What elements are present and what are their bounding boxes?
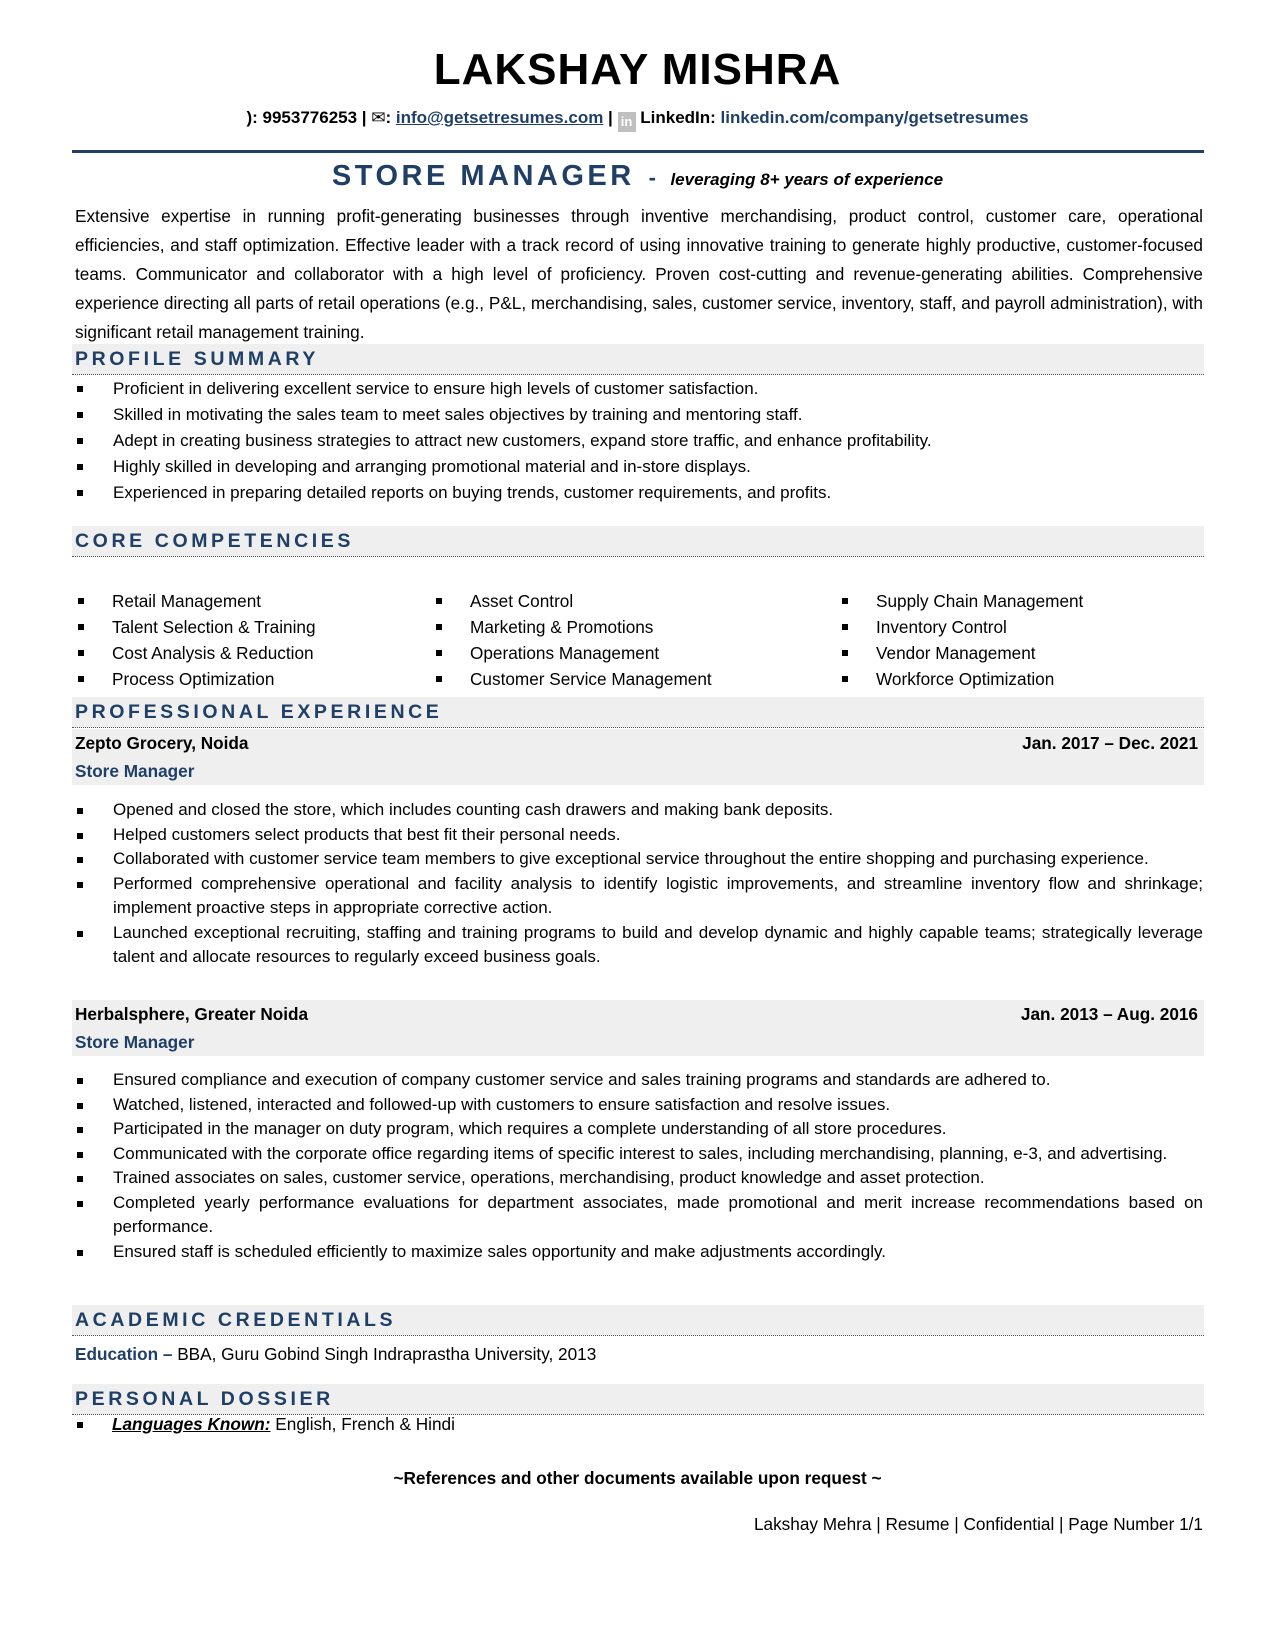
email-icon: ✉ (371, 108, 386, 127)
competency-column-2 (436, 588, 712, 692)
section-heading-academic: ACADEMIC CREDENTIALS (72, 1305, 1204, 1336)
title-dash: - (648, 165, 656, 190)
list-item: Ensured compliance and execution of company customer service and sales training programs and standards are adhered to. (75, 1068, 1203, 1093)
section-heading-experience: PROFESSIONAL EXPERIENCE (72, 697, 1204, 728)
job-title: STORE MANAGER (331, 160, 635, 192)
competency-item: Supply Chain Management (842, 588, 1083, 614)
job-2-duties (75, 1068, 1203, 1264)
education-label: Education – (75, 1344, 173, 1364)
job-role: Store Manager (75, 1032, 195, 1052)
candidate-name: LAKSHAY MISHRA (433, 45, 842, 94)
separator: | (357, 108, 372, 127)
linkedin-icon: in (618, 112, 636, 132)
competency-item: Operations Management (436, 640, 712, 666)
list-item: Ensured staff is scheduled efficiently to maximize sales opportunity and make adjustments accordingly. (75, 1240, 1203, 1265)
email-colon: : (385, 108, 396, 127)
competency-item: Inventory Control (842, 614, 1083, 640)
job-role: Store Manager (75, 761, 195, 781)
competency-column-3 (842, 588, 1083, 692)
linkedin-link[interactable]: linkedin.com/company/getsetresumes (720, 108, 1029, 127)
bullet (77, 1422, 83, 1428)
list-item: Proficient in delivering excellent service to ensure high levels of customer satisfaction. (75, 376, 1203, 402)
header-divider (72, 150, 1204, 153)
list-item: Communicated with the corporate office regarding items of specific interest to sales, including merchandising, planning, e-3, and advertising. (75, 1142, 1203, 1167)
competency-item: Cost Analysis & Reduction (78, 640, 316, 666)
company-name: Zepto Grocery, Noida (75, 733, 249, 753)
job-header-1 (72, 729, 1204, 785)
list-item: Participated in the manager on duty program, which requires a complete understanding of all store procedures. (75, 1117, 1203, 1142)
page-footer: Lakshay Mehra | Resume | Confidential | Page Number 1/1 (753, 1514, 1203, 1534)
section-heading-personal: PERSONAL DOSSIER (72, 1384, 1204, 1415)
email-link[interactable]: info@getsetresumes.com (395, 108, 604, 127)
competency-item: Asset Control (436, 588, 712, 614)
section-heading-profile: PROFILE SUMMARY (72, 344, 1204, 375)
references-note: ~References and other documents available upon request ~ (393, 1468, 882, 1488)
competency-item: Marketing & Promotions (436, 614, 712, 640)
list-item: Performed comprehensive operational and facility analysis to identify logistic improvements, and streamline inventory flow and shrinkage; implement proactive steps in appropriate corrective action. (75, 872, 1203, 921)
competency-item: Retail Management (78, 588, 316, 614)
separator: | (603, 108, 618, 127)
list-item: Helped customers select products that best fit their personal needs. (75, 823, 1203, 848)
list-item: Adept in creating business strategies to attract new customers, expand store traffic, and enhance profitability. (75, 428, 1203, 454)
job-title-row (0, 160, 1275, 193)
competency-item: Process Optimization (78, 666, 316, 692)
phone-number: 9953776253 (262, 108, 358, 127)
competency-item: Talent Selection & Training (78, 614, 316, 640)
education-line (75, 1344, 596, 1365)
job-dates: Jan. 2017 – Dec. 2021 (1022, 733, 1198, 753)
list-item: Highly skilled in developing and arranging promotional material and in-store displays. (75, 454, 1203, 480)
list-item: Skilled in motivating the sales team to meet sales objectives by training and mentoring staff. (75, 402, 1203, 428)
list-item: Collaborated with customer service team members to give exceptional service throughout the entire shopping and purchasing experience. (75, 847, 1203, 872)
competency-column-1 (78, 588, 316, 692)
list-item: Opened and closed the store, which includes counting cash drawers and making bank deposits. (75, 798, 1203, 823)
languages-line (75, 1414, 455, 1435)
languages-value: English, French & Hindi (270, 1414, 455, 1434)
list-item: Watched, listened, interacted and followed-up with customers to ensure satisfaction and resolve issues. (75, 1093, 1203, 1118)
languages-label: Languages Known: (112, 1414, 271, 1434)
company-name: Herbalsphere, Greater Noida (75, 1004, 309, 1024)
list-item: Experienced in preparing detailed reports on buying trends, customer requirements, and profits. (75, 480, 1203, 506)
list-item: Launched exceptional recruiting, staffing and training programs to build and develop dynamic and highly capable teams; strategically leverage talent and allocate resources to regularly exceed business goals. (75, 921, 1203, 970)
competency-item: Workforce Optimization (842, 666, 1083, 692)
job-dates: Jan. 2013 – Aug. 2016 (1020, 1004, 1198, 1024)
job-header-2 (72, 1000, 1204, 1056)
list-item: Trained associates on sales, customer service, operations, merchandising, product knowledge and asset protection. (75, 1166, 1203, 1191)
summary-paragraph: Extensive expertise in running profit-generating businesses through inventive merchandising, product control, customer care, operational efficiencies, and staff optimization. Effective leader with a track record of using innovative training to generate highly productive, customer-focused teams. Communicator and collaborator with a high level of proficiency. Proven cost-cutting and revenue-generating abilities. Comprehensive experience directing all parts of retail operations (e.g., P&L, merchandising, sales, customer service, inventory, staff, and payroll administration), with significant retail management training. (75, 206, 1203, 342)
contact-line (0, 106, 1275, 132)
competency-item: Vendor Management (842, 640, 1083, 666)
phone-prefix: ): (246, 108, 263, 127)
profile-list (75, 376, 1203, 506)
job-1-duties (75, 798, 1203, 970)
competency-item: Customer Service Management (436, 666, 712, 692)
linkedin-label: LinkedIn: (635, 108, 721, 127)
job-title-tagline: leveraging 8+ years of experience (670, 170, 944, 189)
section-heading-competencies: CORE COMPETENCIES (72, 526, 1204, 557)
list-item: Completed yearly performance evaluations for department associates, made promotional and merit increase recommendations based on performance. (75, 1191, 1203, 1240)
education-value: BBA, Guru Gobind Singh Indraprastha University, 2013 (172, 1344, 597, 1364)
